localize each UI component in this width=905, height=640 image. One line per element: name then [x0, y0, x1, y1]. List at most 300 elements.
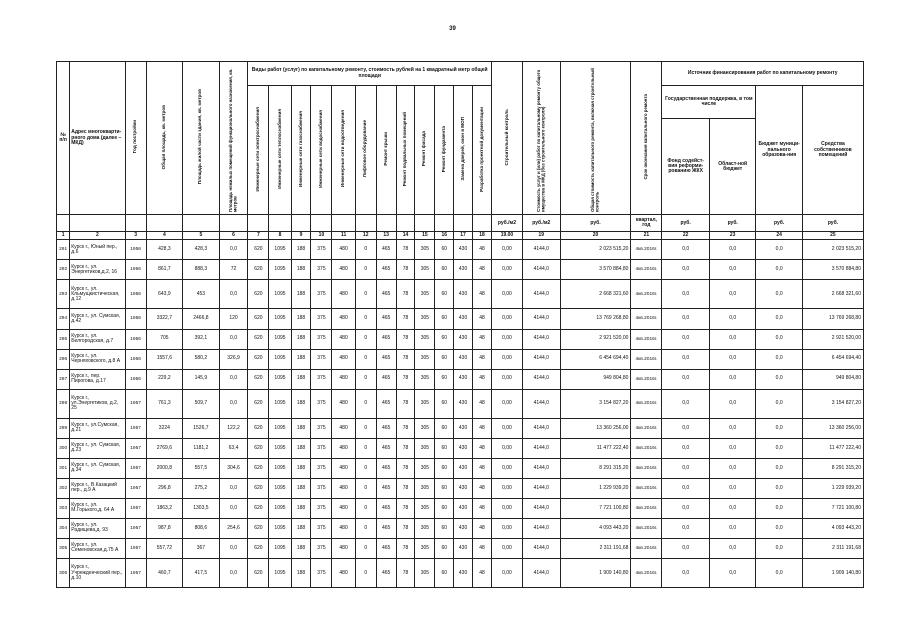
cell-addr: Курск г., ул. Радищева,д. 93	[70, 518, 125, 538]
cell-c25: 11 477 222,40	[802, 438, 863, 458]
cell-c16: 60	[435, 518, 454, 538]
cell-c7: 620	[248, 349, 269, 369]
cell-c19: 4144,0	[522, 438, 560, 458]
cell-c18: 48	[472, 369, 491, 389]
cell-c15: 305	[415, 389, 435, 418]
cell-c13: 465	[376, 240, 396, 260]
cell-c15: 305	[415, 458, 435, 478]
cell-c24: 0,0	[756, 559, 802, 588]
column-number-cell: 15	[415, 232, 435, 240]
cell-c21: 4кв.2016г.	[631, 329, 662, 349]
cell-nonliv: 0,0	[219, 240, 248, 260]
cell-c11: 480	[332, 280, 355, 309]
cell-c18: 48	[472, 389, 491, 418]
cell-c15: 305	[415, 280, 435, 309]
cell-year: 1957	[125, 438, 146, 458]
cell-c14: 78	[396, 478, 415, 498]
cell-c16: 60	[435, 309, 454, 329]
cell-c14: 78	[396, 329, 415, 349]
cell-living: 557,5	[183, 458, 220, 478]
cell-living: 1303,5	[183, 498, 220, 518]
header-construction-control: Строительный контроль	[491, 62, 522, 215]
cell-n: 298	[57, 389, 70, 418]
cell-c17: 430	[454, 438, 473, 458]
cell-c10: 375	[311, 329, 332, 349]
cell-sk: 0,00	[491, 240, 522, 260]
cell-c25: 949 804,80	[802, 369, 863, 389]
cell-c23: 0,0	[709, 349, 755, 369]
cell-c20: 3 570 884,80	[560, 260, 631, 280]
cell-c7: 620	[248, 260, 269, 280]
cell-c17: 430	[454, 369, 473, 389]
cell-c21: 4кв.2016г.	[631, 418, 662, 438]
table-row	[57, 349, 864, 369]
cell-c21: 4кв.2016г.	[631, 478, 662, 498]
table-row	[57, 478, 864, 498]
cell-c24: 0,0	[756, 518, 802, 538]
cell-addr: Курск г., ул. Черняховского, д.8 А	[70, 349, 125, 369]
cell-year: 1956	[125, 369, 146, 389]
cell-c23: 0,0	[709, 369, 755, 389]
cell-c12: 0	[355, 369, 376, 389]
column-number-cell: 18	[472, 232, 491, 240]
cell-c7: 620	[248, 538, 269, 558]
cell-c25: 4 093 443,20	[802, 518, 863, 538]
cell-c9: 188	[291, 260, 311, 280]
cell-total: 2769,6	[146, 438, 183, 458]
cell-c18: 48	[472, 418, 491, 438]
cell-c23: 0,0	[709, 329, 755, 349]
column-number-cell: 20	[560, 232, 631, 240]
cell-living: 453	[183, 280, 220, 309]
cell-c23: 0,0	[709, 559, 755, 588]
cell-nonliv: 0,0	[219, 280, 248, 309]
cell-c14: 78	[396, 559, 415, 588]
column-number-cell: 6	[219, 232, 248, 240]
cell-c14: 78	[396, 498, 415, 518]
cell-c9: 188	[291, 389, 311, 418]
cell-c11: 480	[332, 438, 355, 458]
cell-c17: 430	[454, 240, 473, 260]
column-number-cell: 2	[70, 232, 125, 240]
cell-c7: 620	[248, 438, 269, 458]
cell-c13: 465	[376, 418, 396, 438]
cell-nonliv: 0,0	[219, 369, 248, 389]
header-design: Разработка проектной документации	[472, 86, 491, 215]
cell-c23: 0,0	[709, 498, 755, 518]
cell-c9: 188	[291, 518, 311, 538]
column-number-cell: 16	[435, 232, 454, 240]
header-deadline: Срок окончания капитального ремонта	[631, 62, 662, 215]
table-row	[57, 260, 864, 280]
cell-c20: 2 668 321,60	[560, 280, 631, 309]
cell-year: 1956	[125, 309, 146, 329]
cell-c7: 620	[248, 518, 269, 538]
unit-cell: руб.	[560, 215, 631, 232]
cell-c12: 0	[355, 559, 376, 588]
cell-addr: Курск г., ул. Сумская, д.34	[70, 458, 125, 478]
cell-c25: 13 360 256,00	[802, 418, 863, 438]
column-number-cell: 12	[355, 232, 376, 240]
cell-c8: 1095	[269, 438, 291, 458]
cell-c19: 4144,0	[522, 418, 560, 438]
cell-c22: 0,0	[662, 240, 710, 260]
cell-c9: 188	[291, 559, 311, 588]
cell-n: 301	[57, 458, 70, 478]
table-row	[57, 518, 864, 538]
cell-c25: 2 311 191,68	[802, 538, 863, 558]
column-number-cell: 19	[522, 232, 560, 240]
cell-c23: 0,0	[709, 478, 755, 498]
cell-sk: 0,00	[491, 389, 522, 418]
cell-c10: 375	[311, 280, 332, 309]
cell-c14: 78	[396, 418, 415, 438]
cell-c15: 305	[415, 438, 435, 458]
table-row	[57, 369, 864, 389]
table-row	[57, 389, 864, 418]
column-number-cell: 21	[631, 232, 662, 240]
cell-c18: 48	[472, 329, 491, 349]
cell-sk: 0,00	[491, 559, 522, 588]
header-address: Адрес многокварти-рного дома (далее – МКД)	[70, 62, 125, 215]
cell-c20: 1 909 140,80	[560, 559, 631, 588]
cell-year: 1956	[125, 329, 146, 349]
cell-nonliv: 0,0	[219, 478, 248, 498]
cell-c25: 2 921 520,00	[802, 329, 863, 349]
cell-c21: 4кв.2016г.	[631, 309, 662, 329]
column-number-cell: 1	[57, 232, 70, 240]
cell-n: 293	[57, 280, 70, 309]
cell-c9: 188	[291, 438, 311, 458]
column-number-cell: 13	[376, 232, 396, 240]
column-number-cell: 9	[291, 232, 311, 240]
cell-c25: 2 668 321,60	[802, 280, 863, 309]
cell-c13: 465	[376, 389, 396, 418]
cell-c24: 0,0	[756, 538, 802, 558]
column-number-cell: 25	[802, 232, 863, 240]
table-row	[57, 329, 864, 349]
cell-c14: 78	[396, 349, 415, 369]
cell-c17: 430	[454, 309, 473, 329]
cell-year: 1957	[125, 498, 146, 518]
cell-addr: Курск г., ул.Энергетиков, д.2, 25	[70, 389, 125, 418]
cell-total: 3224	[146, 418, 183, 438]
cell-c19: 4144,0	[522, 559, 560, 588]
cell-c8: 1095	[269, 559, 291, 588]
cell-c10: 375	[311, 438, 332, 458]
table-row	[57, 309, 864, 329]
header-total-area: Общая площадь, кв. метров	[146, 62, 183, 215]
cell-c17: 430	[454, 389, 473, 418]
cell-total: 296,8	[146, 478, 183, 498]
cell-living: 145,9	[183, 369, 220, 389]
header-rownum: № п/п	[57, 62, 70, 215]
cell-c25: 6 454 694,40	[802, 349, 863, 369]
cell-c8: 1095	[269, 458, 291, 478]
cell-c10: 375	[311, 389, 332, 418]
header-gas: Инженерные сети газоснабжения	[291, 86, 311, 215]
cell-c20: 13 769 268,80	[560, 309, 631, 329]
cell-c23: 0,0	[709, 260, 755, 280]
cell-c15: 305	[415, 498, 435, 518]
cell-c14: 78	[396, 240, 415, 260]
cell-c13: 465	[376, 309, 396, 329]
table-header	[57, 62, 864, 240]
cell-total: 2000,8	[146, 458, 183, 478]
cell-c14: 78	[396, 438, 415, 458]
cell-c21: 4кв.2016г.	[631, 389, 662, 418]
cell-c7: 620	[248, 389, 269, 418]
cell-n: 297	[57, 369, 70, 389]
cell-n: 299	[57, 418, 70, 438]
table-row	[57, 559, 864, 588]
cell-c13: 465	[376, 538, 396, 558]
cell-c21: 4кв.2016г.	[631, 559, 662, 588]
cell-c20: 4 093 443,20	[560, 518, 631, 538]
column-number-cell: 22	[662, 232, 710, 240]
cell-c7: 620	[248, 309, 269, 329]
cell-c12: 0	[355, 389, 376, 418]
cell-c19: 4144,0	[522, 478, 560, 498]
cell-c16: 60	[435, 240, 454, 260]
cell-c24: 0,0	[756, 478, 802, 498]
cell-c25: 7 721 100,80	[802, 498, 863, 518]
cell-c21: 4кв.2016г.	[631, 498, 662, 518]
header-municipal: Бюджет муници-пального образова-ния	[756, 86, 802, 215]
cell-c9: 188	[291, 329, 311, 349]
cell-c20: 1 229 939,20	[560, 478, 631, 498]
cell-c21: 4кв.2016г.	[631, 458, 662, 478]
cell-c12: 0	[355, 438, 376, 458]
cell-c10: 375	[311, 458, 332, 478]
cell-c9: 188	[291, 538, 311, 558]
unit-cell: руб./м2	[491, 215, 522, 232]
header-basement: Ремонт подвальных помещений	[396, 86, 415, 215]
cell-c9: 188	[291, 478, 311, 498]
cell-c15: 305	[415, 538, 435, 558]
cell-year: 1956	[125, 349, 146, 369]
cell-c7: 620	[248, 498, 269, 518]
cell-nonliv: 0,0	[219, 329, 248, 349]
cell-c18: 48	[472, 349, 491, 369]
cell-n: 300	[57, 438, 70, 458]
cell-n: 303	[57, 498, 70, 518]
unit-cell: руб.	[662, 215, 710, 232]
cell-c10: 375	[311, 418, 332, 438]
cell-living: 1181,2	[183, 438, 220, 458]
cell-living: 888,3	[183, 260, 220, 280]
column-number-cell: 24	[756, 232, 802, 240]
capital-repair-table	[56, 61, 864, 588]
cell-c12: 0	[355, 309, 376, 329]
cell-c16: 60	[435, 418, 454, 438]
cell-c22: 0,0	[662, 349, 710, 369]
cell-c17: 430	[454, 280, 473, 309]
cell-addr: Курск г., ул. Энергетиков,д.2, 16	[70, 260, 125, 280]
cell-addr: Курск г., В.Казацкий пер., д.9 А	[70, 478, 125, 498]
cell-c9: 188	[291, 458, 311, 478]
cell-c25: 13 769 268,80	[802, 309, 863, 329]
cell-c10: 375	[311, 559, 332, 588]
cell-c15: 305	[415, 518, 435, 538]
cell-c21: 4кв.2016г.	[631, 280, 662, 309]
cell-total: 428,3	[146, 240, 183, 260]
table-row	[57, 418, 864, 438]
cell-c20: 949 804,80	[560, 369, 631, 389]
cell-c8: 1095	[269, 478, 291, 498]
cell-living: 275,2	[183, 478, 220, 498]
cell-c14: 78	[396, 280, 415, 309]
cell-c12: 0	[355, 478, 376, 498]
cell-sk: 0,00	[491, 369, 522, 389]
cell-c22: 0,0	[662, 389, 710, 418]
cell-year: 1956	[125, 260, 146, 280]
cell-c16: 60	[435, 559, 454, 588]
column-number-cell: 14	[396, 232, 415, 240]
cell-living: 509,7	[183, 389, 220, 418]
cell-c16: 60	[435, 329, 454, 349]
cell-c17: 430	[454, 559, 473, 588]
cell-c19: 4144,0	[522, 498, 560, 518]
cell-c9: 188	[291, 240, 311, 260]
cell-addr: Курск г., Учрежденческий пер., д.10	[70, 559, 125, 588]
cell-year: 1956	[125, 280, 146, 309]
cell-total: 861,7	[146, 260, 183, 280]
cell-c13: 465	[376, 349, 396, 369]
cell-total: 229,2	[146, 369, 183, 389]
unit-cell: квартал, год	[631, 215, 662, 232]
cell-n: 296	[57, 349, 70, 369]
cell-c9: 188	[291, 349, 311, 369]
header-nonliving-area: Площадь нежилых помещений функционального назначения, кв. метров	[219, 62, 248, 215]
cell-total: 705	[146, 329, 183, 349]
cell-nonliv: 304,6	[219, 458, 248, 478]
cell-c16: 60	[435, 389, 454, 418]
cell-nonliv: 326,9	[219, 349, 248, 369]
cell-total: 1557,6	[146, 349, 183, 369]
cell-c25: 3 154 827,20	[802, 389, 863, 418]
cell-c18: 48	[472, 280, 491, 309]
cell-c18: 48	[472, 309, 491, 329]
cell-c15: 305	[415, 309, 435, 329]
cell-c13: 465	[376, 478, 396, 498]
cell-c18: 48	[472, 260, 491, 280]
cell-c18: 48	[472, 518, 491, 538]
cell-c8: 1095	[269, 389, 291, 418]
cell-c16: 60	[435, 478, 454, 498]
cell-c14: 78	[396, 260, 415, 280]
cell-c24: 0,0	[756, 498, 802, 518]
cell-c11: 480	[332, 369, 355, 389]
cell-c14: 78	[396, 389, 415, 418]
cell-c14: 78	[396, 369, 415, 389]
cell-addr: Курск г., ул. Кльмущкистическая, д.12	[70, 280, 125, 309]
cell-c11: 480	[332, 518, 355, 538]
cell-c15: 305	[415, 240, 435, 260]
cell-c25: 2 023 515,20	[802, 240, 863, 260]
cell-c16: 60	[435, 349, 454, 369]
cell-c25: 1 909 140,80	[802, 559, 863, 588]
column-number-cell: 17	[454, 232, 473, 240]
header-roof: Ремонт крыши	[376, 86, 396, 215]
cell-nonliv: 0,0	[219, 498, 248, 518]
cell-c8: 1095	[269, 518, 291, 538]
cell-sk: 0,00	[491, 329, 522, 349]
cell-c23: 0,0	[709, 309, 755, 329]
header-living-area: Площадь жилой части здания, кв. метров	[183, 62, 220, 215]
cell-c19: 4144,0	[522, 329, 560, 349]
cell-c13: 465	[376, 498, 396, 518]
cell-c11: 480	[332, 498, 355, 518]
cell-c18: 48	[472, 559, 491, 588]
cell-c18: 48	[472, 240, 491, 260]
cell-c22: 0,0	[662, 478, 710, 498]
cell-total: 1863,2	[146, 498, 183, 518]
cell-c12: 0	[355, 349, 376, 369]
cell-c19: 4144,0	[522, 260, 560, 280]
cell-c12: 0	[355, 280, 376, 309]
table-body	[57, 240, 864, 588]
cell-c10: 375	[311, 260, 332, 280]
cell-total: 557,72	[146, 538, 183, 558]
cell-sk: 0,00	[491, 498, 522, 518]
cell-c17: 430	[454, 478, 473, 498]
cell-c7: 620	[248, 329, 269, 349]
cell-c10: 375	[311, 478, 332, 498]
cell-c21: 4кв.2016г.	[631, 260, 662, 280]
cell-c8: 1095	[269, 240, 291, 260]
cell-c12: 0	[355, 260, 376, 280]
cell-c17: 430	[454, 418, 473, 438]
cell-total: 3322,7	[146, 309, 183, 329]
cell-c24: 0,0	[756, 349, 802, 369]
cell-c9: 188	[291, 369, 311, 389]
cell-c7: 620	[248, 559, 269, 588]
cell-c24: 0,0	[756, 260, 802, 280]
cell-c11: 480	[332, 538, 355, 558]
cell-c11: 480	[332, 349, 355, 369]
cell-c13: 465	[376, 369, 396, 389]
cell-c19: 4144,0	[522, 280, 560, 309]
cell-c24: 0,0	[756, 458, 802, 478]
cell-c15: 305	[415, 349, 435, 369]
cell-c24: 0,0	[756, 438, 802, 458]
cell-sk: 0,00	[491, 538, 522, 558]
cell-c9: 188	[291, 498, 311, 518]
cell-c17: 430	[454, 458, 473, 478]
cell-c22: 0,0	[662, 498, 710, 518]
cell-c14: 78	[396, 518, 415, 538]
cell-year: 1956	[125, 240, 146, 260]
cell-c23: 0,0	[709, 518, 755, 538]
cell-c10: 375	[311, 498, 332, 518]
cell-c19: 4144,0	[522, 458, 560, 478]
cell-c20: 2 023 515,20	[560, 240, 631, 260]
column-number-cell: 4	[146, 232, 183, 240]
cell-c10: 375	[311, 349, 332, 369]
cell-nonliv: 63,4	[219, 438, 248, 458]
cell-c11: 480	[332, 478, 355, 498]
cell-c23: 0,0	[709, 458, 755, 478]
cell-c13: 465	[376, 438, 396, 458]
cell-c9: 188	[291, 418, 311, 438]
cell-c24: 0,0	[756, 418, 802, 438]
cell-c17: 430	[454, 329, 473, 349]
cell-c20: 3 154 827,20	[560, 389, 631, 418]
cell-c12: 0	[355, 458, 376, 478]
cell-nonliv: 120	[219, 309, 248, 329]
cell-living: 1526,7	[183, 418, 220, 438]
